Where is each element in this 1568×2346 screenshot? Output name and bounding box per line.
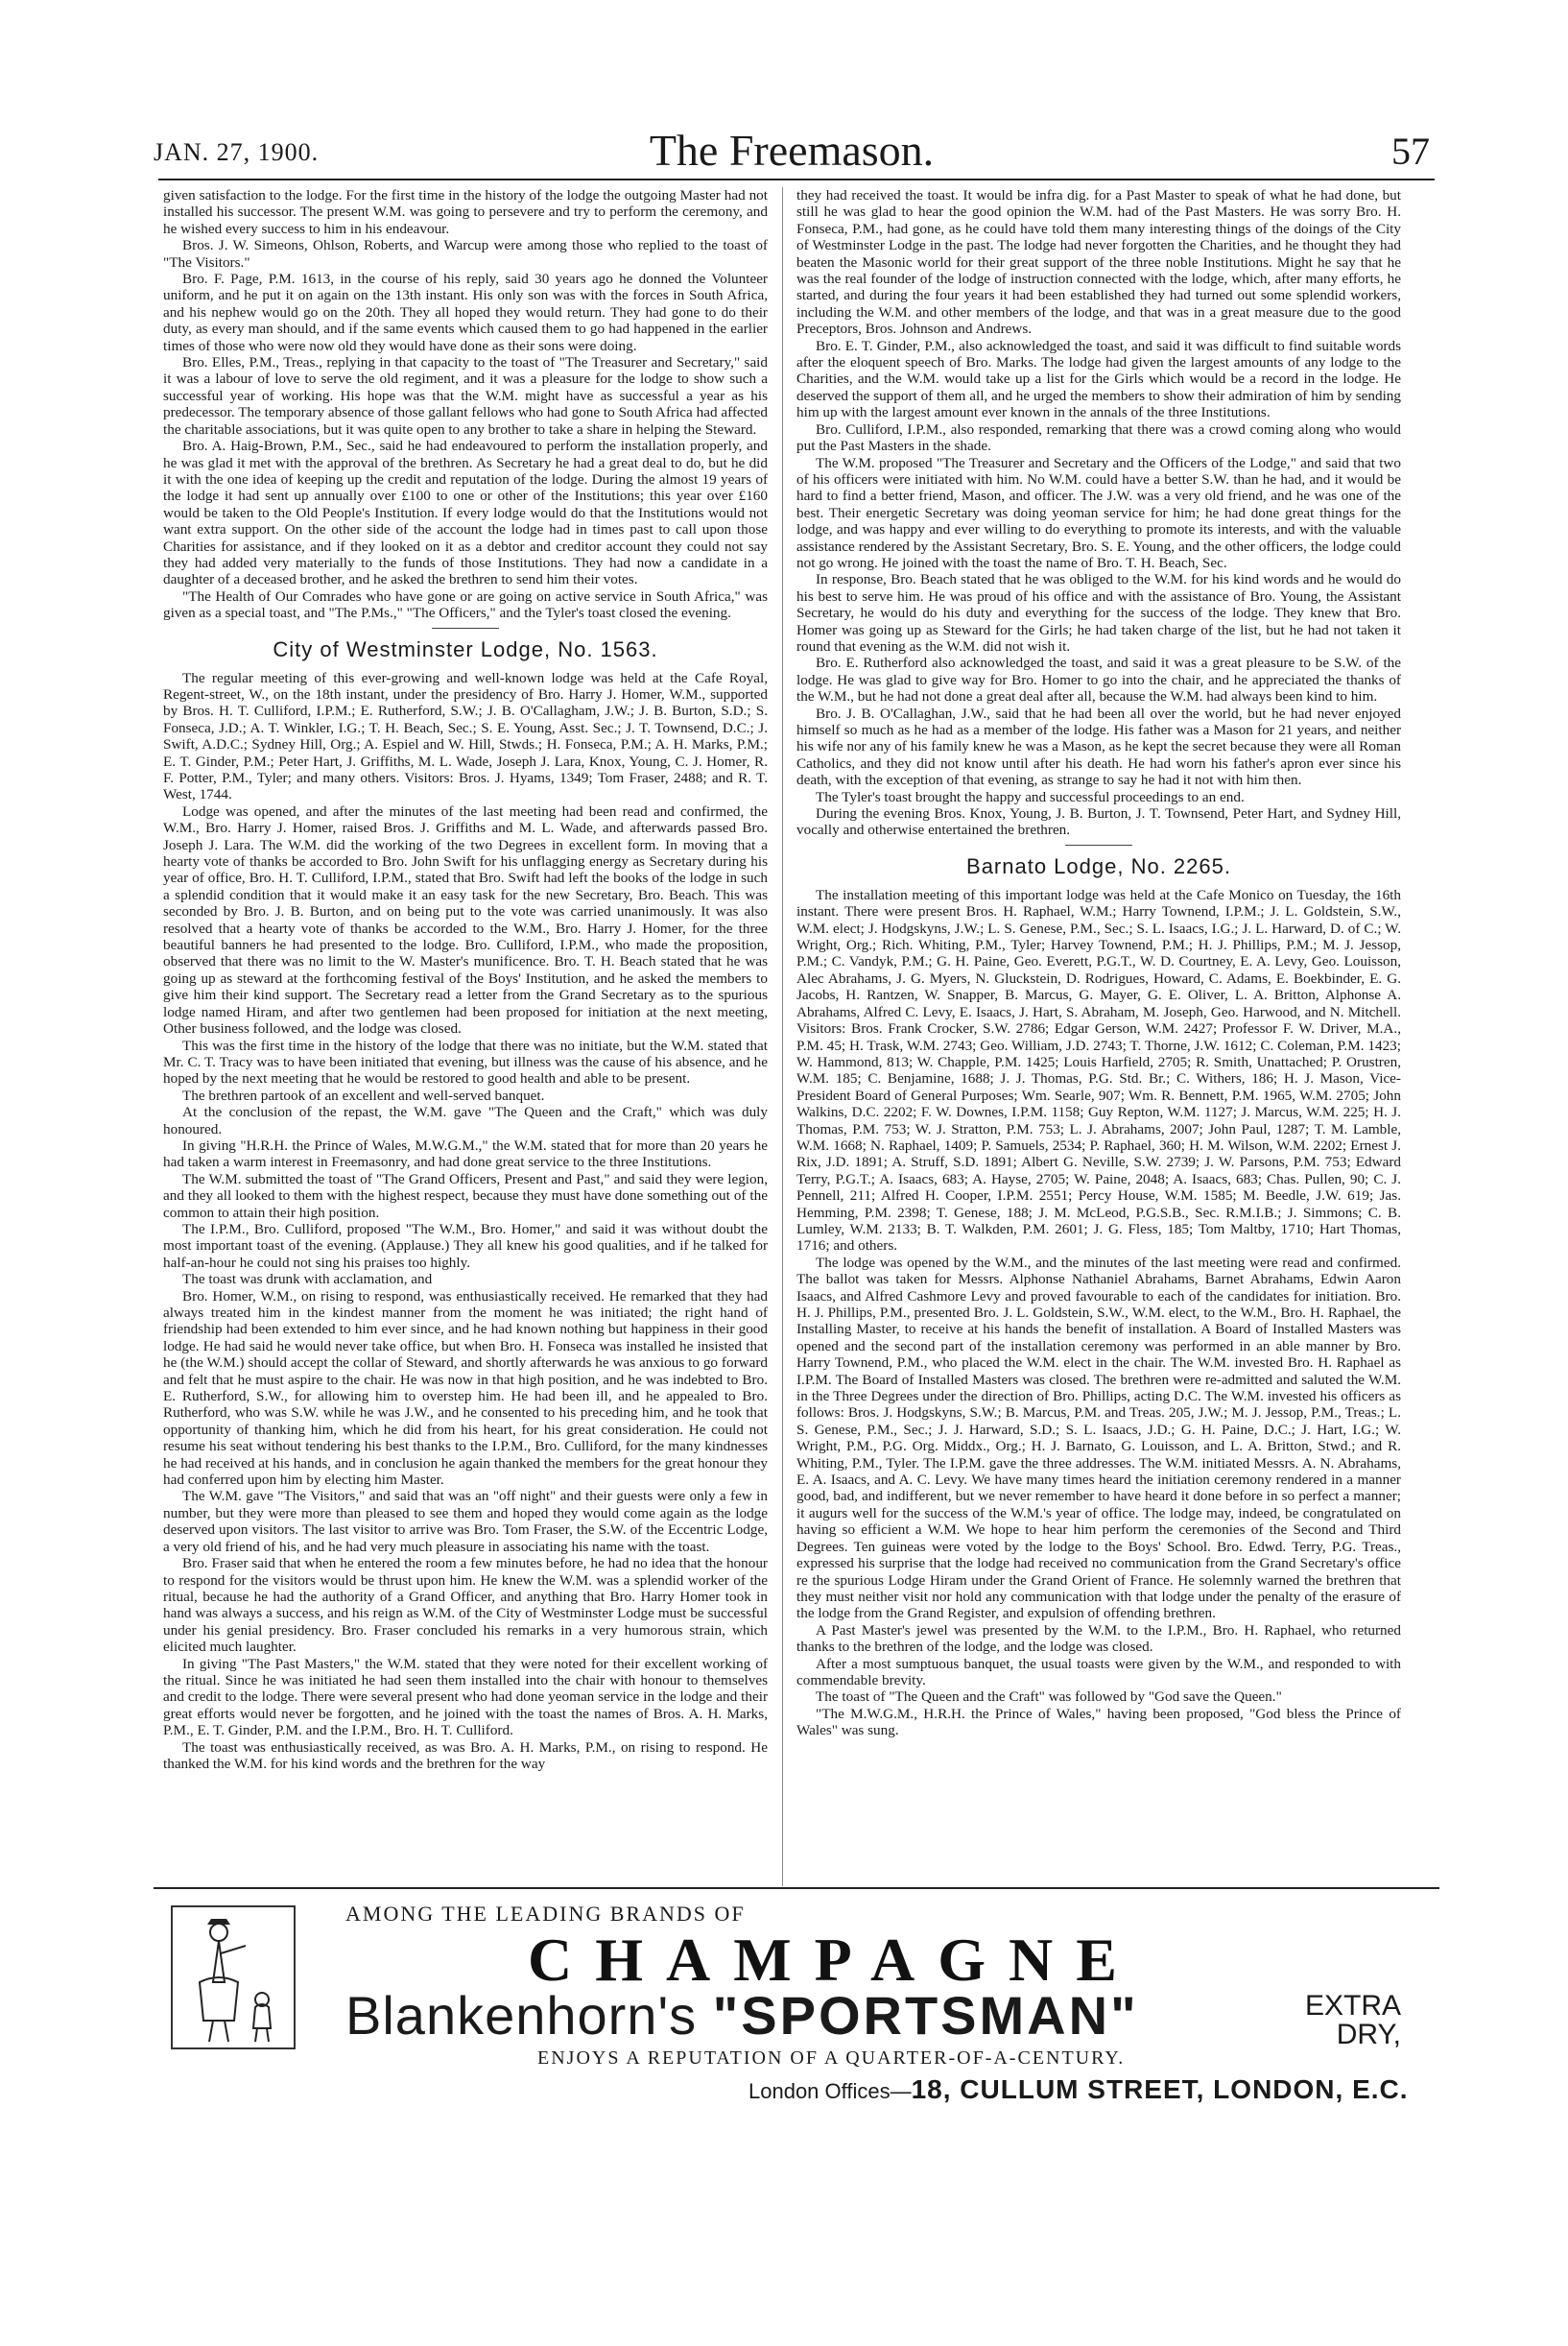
article-paragraph: The installation meeting of this important lodge was held at the Cafe Monico on Tuesday, the 16th instant. There were present Bros. H. Raphael, W.M.; Harry Townend, I.P.M.; J. L. Goldstein, S.W., W.M. elect; J. Hodgskyns, J.W.; L. S. Genese, P.M., Sec.; S. L. Isaacs, I.G.; J. L. Harward, D. of C.; W. Wright, Org.; Rich. Whiting, P.M., Tyler; Harvey Townend, P.M.; H. J. Phillips, P.M.; M. J. Jessop, P.M.; C. Vandyk, P.M.; G. H. Paine, Geo. Everett, P.G.T., W. D. Courtney, E. A. Levy, Geo. Louisson, Alec Abrahams, J. G. Myers, N. Gluckstein, D. Rodrigues, Howard, C. Adams, E. Boekbinder, E. G. Jacobs, H. Rantzen, W. Snapper, B. Marcus, G. Mayer, G. E. Oliver, L. A. Britton, Alphonse A. Abrahams, Alfred C. Levy, E. Isaacs, J. Hart, S. Abraham, M. Joseph, Geo. Harwood, and N. Mitchell. Visitors: Bros. Frank Crocker, S.W. 2786; Edgar Gerson, W.M. 2427; Professor F. W. Driver, M.A., P.M. 45; H. Trask, W.M. 2743; Geo. William, J.D. 2743; T. Thorne, J.W. 1612; C. Coleman, P.M. 1423; W. Hammond, 813; W. Chapple, P.M. 1425; Louis Harfield, 2705; R. Smith, Unattached; P. Orustren, W.M. 185; C. Benjamine, 1688; J. J. Thomas, P.G. Std. Br.; C. Withers, 186; H. J. Mason, Vice-President Board of General Purposes; Wm. Searle, 907; Wm. R. Bennett, P.M. 1965, W.M. 2705; John Walkins, D.C. 2202; F. W. Downes, I.P.M. 1158; Guy Repton, W.M. 1127; J. Marcus, W.M. 225; H. J. Thomas, P.M. 753; W. J. Stratton, P.M. 753; L. J. Abrahams, 2007; John Paul, 1287; T. M. Lamble, W.M. 1668; N. Raphael, 1409; P. Samuels, 2534; P. Raphael, 360; H. M. Wilson, W.M. 2202; Ernest J. Rix, J.D. 1891; A. Struff, S.D. 1891; Albert G. Neville, S.W. 2739; J. W. Parsons, P.M. 753; Edward Terry, P.G.T.; A. Isaacs, 683; A. Hayse, 2705; W. Paine, 2048; A. Isaacs, 683; Chas. Pullen, 90; C. J. Pennell, 211; Alfred H. Cooper, I.P.M. 2551; Percy House, W.M. 1585; M. Beedle, J.W. 619; Jas. Hemming, P.M. 2398; T. Genese, 188; J. M. McLeod, P.G.S.B., Sec. R.M.I.B.; J. Simmons; C. B. Lumley, W.M. 2133; B. T. Walkden, P.M. 2601; J. G. Fless, 185; Tom Maltby, 1710; Hart Thomas, 1716; and others. bbox=[796, 886, 1401, 1255]
article-paragraph: The W.M. proposed "The Treasurer and Secretary and the Officers of the Lodge," and said that two of his officers were initiated with him. No W.M. could have a better S.W. than he had, and it would be hard to find a better friend, Mason, and officer. The J.W. was a very old friend, and he was one of the best. Their energetic Secretary was doing yeoman service for him; he had done great things for the lodge, and was happy and ever willing to do everything to promote its interests, and with the valuable assistance rendered by the Assistant Secretary, Bro. S. E. Young, and the other officers, the lodge could not go wrong. He joined with the toast the name of Bro. T. H. Beach, Sec. bbox=[796, 454, 1401, 571]
article-paragraph: In giving "H.R.H. the Prince of Wales, M.W.G.M.," the W.M. stated that for more than 20 years he had taken a warm interest in Freemasonry, and had done great service to the three Institutions. bbox=[163, 1137, 768, 1171]
column-divider bbox=[782, 187, 783, 1886]
article-paragraph: Bro. Fraser said that when he entered the room a few minutes before, he had no idea that the honour to respond for the visitors would be thrust upon him. He knew the W.M. was a splendid worker of the ritual, because he had the authority of a Grand Officer, and anything that Bro. Harry Homer took in hand was always a success, and his reign as W.M. of the City of Westminster Lodge must be successful under his genial presidency. Bro. Fraser concluded his remarks in a very humorous strain, which elicited much laughter. bbox=[163, 1555, 768, 1656]
article-paragraph: Bros. J. W. Simeons, Ohlson, Roberts, and Warcup were among those who replied to the toast of "The Visitors." bbox=[163, 237, 768, 271]
advertisement-rule bbox=[154, 1887, 1439, 1889]
article-paragraph: In giving "The Past Masters," the W.M. stated that they were noted for their excellent working of the ritual. Since he was initiated he had seen them installed into the chair with honour to themselves and credit to the lodge. There were several present who had done yeoman service in the lodge and their great efforts would never be forgotten, and he joined with the toast the names of Bros. A. H. Marks, P.M., E. T. Ginder, P.M. and the I.P.M., Bro. H. T. Culliford. bbox=[163, 1655, 768, 1739]
article-paragraph: The regular meeting of this ever-growing and well-known lodge was held at the Cafe Royal, Regent-street, W., on the 18th instant, under the presidency of Bro. Harry J. Homer, W.M., supported by Bros. H. T. Culliford, I.P.M.; E. Rutherford, S.W.; J. B. O'Callagham, J.W.; J. B. Burton, S.D.; S. Fonseca, J.D.; A. T. Winkler, I.G.; T. H. Beach, Sec.; S. E. Young, Asst. Sec.; J. T. Townsend, D.C.; J. Swift, A.D.C.; Sydney Hill, Org.; A. Espiel and W. Hill, Stwds.; H. Fonseca, P.M.; A. H. Marks, P.M.; E. T. Ginder, P.M.; Peter Hart, J. Griffiths, M. L. Wade, Joseph J. Lara, Knox, Young, C. J. Homer, R. F. Potter, P.M., Tyler; and many others. Visitors: Bros. J. Hyams, 1349; Tom Fraser, 2488; and R. T. West, 1744. bbox=[163, 669, 768, 803]
article-paragraph: Bro. Elles, P.M., Treas., replying in that capacity to the toast of "The Treasurer and Secretary," said it was a labour of love to serve the old regiment, and it was a pleasure for the lodge to show such a successful year of working. His hope was that the W.M. might have as successful a year as his predecessor. The temporary absence of those gallant fellows who had gone to South Africa had affected the charitable associations, but it was quite open to any brother to take a share in helping the Steward. bbox=[163, 354, 768, 438]
article-paragraph: The W.M. gave "The Visitors," and said that was an "off night" and their guests were only a few in number, but they were more than pleased to see them and hoped they would come again as the lodge deserved upon visitors. The last visitor to arrive was Bro. Tom Fraser, the S.W. of the Eccentric Lodge, a very old friend of his, and he had very much pleasure in associating his name with the toast. bbox=[163, 1488, 768, 1555]
section-heading-barnato-lodge: Barnato Lodge, No. 2265. bbox=[966, 853, 1231, 878]
article-paragraph: The I.P.M., Bro. Culliford, proposed "The W.M., Bro. Homer," and said it was without doubt the most important toast of the evening. (Applause.) They all knew his good qualities, and if he talked for half-an-hour he could not sing his praises too highly. bbox=[163, 1220, 768, 1271]
ad-office-label: London Offices— bbox=[748, 2079, 912, 2103]
article-paragraph: The toast was drunk with acclamation, and bbox=[182, 1271, 433, 1288]
page-number: 57 bbox=[1391, 130, 1430, 173]
article-paragraph: The toast of "The Queen and the Craft" was followed by "God save the Queen." bbox=[816, 1688, 1282, 1706]
article-paragraph: "The M.W.G.M., H.R.H. the Prince of Wales," having been proposed, "God bless the Prince of Wales" was sung. bbox=[796, 1705, 1401, 1739]
ad-headline: CHAMPAGNE bbox=[528, 1926, 1140, 1994]
article-paragraph: they had received the toast. It would be infra dig. for a Past Master to speak of what he had done, but still he was glad to hear the good opinion the W.M. had of the Past Masters. He was sorry Bro. H. Fonseca, P.M., had gone, as he could have told them many interesting things of the doings of the City of Westminster Lodge in the past. The lodge had never forgotten the Charities, and he thought they had beaten the Masonic world for their great support of the three noble Institutions. Might he say that he was the real founder of the lodge of instruction connected with the lodge, which, after many efforts, he started, and during the four years it had been established they had turned out some splendid workers, including the W.M. and other members of the lodge, and that was in a great measure due to the good Preceptors, Bros. Johnson and Andrews. bbox=[796, 187, 1401, 338]
article-paragraph: Bro. J. B. O'Callaghan, J.W., said that he had been all over the world, but he had never enjoyed himself so much as he had as a member of the lodge. His father was a Mason for 21 years, and neither his wife nor any of his family knew he was a Mason, as he kept the secret because they were all Roman Catholics, and they did not know until after his death. He had worn his father's apron ever since his death, with the exception of that evening, as strange to say he had it not with him then. bbox=[796, 705, 1401, 789]
article-paragraph: After a most sumptuous banquet, the usual toasts were given by the W.M., and responded to with commendable brevity. bbox=[796, 1655, 1401, 1688]
right-paragraphs-b bbox=[796, 887, 1401, 1739]
ad-extra-line2: DRY, bbox=[1336, 2019, 1401, 2050]
right-paragraphs-a bbox=[796, 187, 1401, 839]
ad-brand-line bbox=[345, 1984, 1139, 2047]
article-paragraph: Bro. E. T. Ginder, P.M., also acknowledged the toast, and said it was difficult to find suitable words after the eloquent speech of Bro. Marks. The lodge had given the largest amounts of any lodge to the Charities, and the W.M. would take up a list for the Girls which would be a record in the lodge. He deserved the support of them all, and he urged the members to show their admiration of him by sending him up with the largest amount ever known in the annals of the three Institutions. bbox=[796, 337, 1401, 421]
ad-office-address: 18, CULLUM STREET, LONDON, E.C. bbox=[911, 2074, 1409, 2104]
page-header bbox=[154, 125, 1430, 182]
article-paragraph: The W.M. submitted the toast of "The Grand Officers, Present and Past," and said they were legion, and they all looked to them with the highest respect, because they must have done something out of the common to attain their high position. bbox=[163, 1170, 768, 1221]
left-column bbox=[163, 187, 768, 1886]
header-rule bbox=[158, 179, 1435, 180]
ad-reputation-line: ENJOYS A REPUTATION OF A QUARTER-OF-A-CENTURY. bbox=[537, 2047, 1126, 2069]
article-paragraph: The brethren partook of an excellent and well-served banquet. bbox=[182, 1087, 545, 1104]
section-heading-city-of-westminster: City of Westminster Lodge, No. 1563. bbox=[273, 636, 658, 661]
issue-date: JAN. 27, 1900. bbox=[154, 138, 320, 166]
article-paragraph: given satisfaction to the lodge. For the first time in the history of the lodge the outgoing Master had not installed his successor. The present W.M. was going to persevere and try to perform the ceremony, and he wished every success to him in his endeavour. bbox=[163, 187, 768, 237]
article-paragraph: During the evening Bros. Knox, Young, J. B. Burton, J. T. Townsend, Peter Hart, and Sydney Hill, vocally and otherwise entertained the brethren. bbox=[796, 805, 1401, 839]
ad-address-line bbox=[748, 2074, 1409, 2105]
publication-title: The Freemason. bbox=[649, 126, 935, 175]
ad-extra-line1: EXTRA bbox=[1304, 1990, 1401, 2022]
left-paragraphs-b bbox=[163, 670, 768, 1773]
article-paragraph: "The Health of Our Comrades who have gone or are going on active service in South Africa," was given as a special toast, and "The P.Ms.," "The Officers," and the Tyler's toast closed the evening. bbox=[163, 587, 768, 622]
article-paragraph: A Past Master's jewel was presented by the W.M. to the I.P.M., Bro. H. Raphael, who returned thanks to the brethren of the lodge, and the lodge was closed. bbox=[796, 1621, 1401, 1656]
champagne-advertisement bbox=[154, 1896, 1439, 2104]
article-paragraph: The lodge was opened by the W.M., and the minutes of the last meeting were read and confirmed. The ballot was taken for Messrs. Alphonse Nathaniel Abrahams, Barnet Abrahams, Edwin Aaron Isaacs, and Alfred Cashmore Levy and proved favourable to each of the candidates for initiation. Bro. H. J. Phillips, P.M., presented Bro. J. L. Goldstein, S.W., W.M. elect, to the W.M., Bro. H. Raphael, the Installing Master, to receive at his hands the benefit of installation. A Board of Installed Masters was opened and the second part of the installation ceremony was performed in an able manner by Bro. Harry Townend, P.M., who placed the W.M. elect in the chair. The W.M. invested Bro. H. Raphael as I.P.M. The Board of Installed Masters was closed. The brethren were re-admitted and saluted the W.M. in the Three Degrees under the direction of Bro. Phillips, acting D.C. The W.M. invested his officers as follows: Bros. J. Hodgskyns, S.W.; B. Marcus, P.M. and Treas. 205, J.W.; M. J. Jessop, P.M., Treas.; L. S. Genese, P.M., Sec.; J. J. Harward, S.D.; S. L. Isaacs, J.D.; G. H. Paine, D.C.; J. Hart, I.G.; W. Wright, P.M., P.G. Org. Middx., Org.; H. J. Barnato, G. Louisson, and L. A. Britton, Stwd.; and R. Whiting, P.M., Tyler. The I.P.M. gave the three addresses. The W.M. initiated Messrs. A. N. Abrahams, E. A. Isaacs, and A. C. Levy. We have many times heard the initiation ceremony rendered in a manner good, bad, and indifferent, but we never remember to have heard it done before in so perfect a manner; it augurs well for the success of the W.M.'s year of office. The lodge may, indeed, be congratulated on having so efficient a W.M. We hope to hear him perform the ceremonies of the Second and Third Degrees. Ten guineas were voted by the lodge to the Boys' School. Bro. Edwd. Terry, P.G. Treas., expressed his surprise that the lodge had received no communication from the Grand Secretary's office re the spurious Lodge Hiram under the Grand Orient of France. He solemnly warned the brethren that they must neither visit nor hold any communication with that lodge under the penalty of the erasure of the lodge from the Grand Register, and expulsion of offending brethren. bbox=[796, 1254, 1401, 1622]
ad-intro-line: AMONG THE LEADING BRANDS OF bbox=[345, 1902, 746, 1926]
article-paragraph: Bro. A. Haig-Brown, P.M., Sec., said he had endeavoured to perform the installation properly, and he was glad it met with the approval of the brethren. As Secretary he had a great deal to do, but he did it with the one idea of keeping up the credit and reputation of the lodge. During the almost 19 years of the lodge it had sent up annually over £100 to one or other of the Institutions; this year over £160 would be taken to the Old People's Institution. If every lodge would do that the Institutions would not want extra support. On the other side of the account the lodge had in times past to call upon those Charities for assistance, and if they looked on it as a debtor and creditor account they could not say they had added very materially to the funds of those Institutions. They had now a candidate in a daughter of a deceased brother, and he asked the brethren to send him their votes. bbox=[163, 438, 768, 588]
ad-brand-product: "SPORTSMAN" bbox=[712, 1985, 1139, 2046]
article-paragraph: Bro. Homer, W.M., on rising to respond, was enthusiastically received. He remarked that they had always treated him in the kindest manner from the moment he was initiated; the right hand of friendship had been extended to him ever since, and he had known nothing but happiness in their good lodge. He had said he would never take office, but when Bro. H. Fonseca was installed he insisted that he (the W.M.) should accept the collar of Steward, and shortly afterwards he was anxious to go forward and felt that he must aspire to the chair. He was now in that high position, and he was indebted to Bro. E. Rutherford, S.W., for allowing him to overstep him. He had been ill, and he appealed to Bro. Rutherford, who was S.W. while he was J.W., and he consented to his preceding him, and he took that opportunity of thanking him, which he did from his heart, for his great consideration. He could not resume his seat without tendering his best thanks to the I.P.M., Bro. Culliford, for the many kindnesses he had received at his hands, and in conclusion he again thanked the members for the great honour they had conferred upon him by electing him Master. bbox=[163, 1287, 768, 1489]
article-paragraph: This was the first time in the history of the lodge that there was no initiate, but the W.M. stated that Mr. C. T. Tracy was to have been initiated that evening, but illness was the cause of his absence, and he hoped by the next meeting that he would be restored to good health and able to be present. bbox=[163, 1037, 768, 1088]
sportsman-illustration bbox=[171, 1905, 296, 2049]
section-separator bbox=[1065, 845, 1132, 846]
ad-extra-dry bbox=[1305, 1992, 1401, 2049]
right-column bbox=[796, 187, 1401, 1886]
article-paragraph: In response, Bro. Beach stated that he was obliged to the W.M. for his kind words and he would do his best to serve him. He was proud of his office and with the assistance of Bro. Young, the Assistant Secretary, he would do his duty and everything for the success of the lodge. They knew that Bro. Homer was going up as Steward for the Girls; he had taken charge of the list, but he had not taken it round that evening as the W.M. did not wish it. bbox=[796, 571, 1401, 655]
article-paragraph: The toast was enthusiastically received, as was Bro. A. H. Marks, P.M., on rising to respond. He thanked the W.M. for his kind words and the brethren for the way bbox=[163, 1738, 768, 1772]
ad-brand-name: Blankenhorn's bbox=[345, 1985, 698, 2046]
left-paragraphs-a bbox=[163, 187, 768, 622]
article-paragraph: Bro. E. Rutherford also acknowledged the toast, and said it was a great pleasure to be S.W. of the lodge. He was glad to give way for Bro. Homer to go into the chair, and he appreciated the thanks of the W.M., but he had not done a great deal after all, because the W.M. had always been kind to him. bbox=[796, 655, 1401, 706]
article-paragraph: Lodge was opened, and after the minutes of the last meeting had been read and confirmed, the W.M., Bro. Harry J. Homer, raised Bros. J. Griffiths and M. L. Wade, and afterwards passed Bro. Joseph J. Lara. The W.M. did the working of the two Degrees in excellent form. In moving that a hearty vote of thanks be accorded to Bro. John Swift for his unflagging energy as Secretary during his year of office, Bro. H. T. Culliford, I.P.M., stated that Bro. Swift had left the books of the lodge in such a splendid condition that it would make it an easy task for the new Secretary, Bro. Beach. This was seconded by Bro. J. B. Burton, and on being put to the vote was carried unanimously. It was also resolved that a hearty vote of thanks be accorded to the W.M., Bro. Harry J. Homer, for the three beautiful banners he had presented to the lodge. Bro. Culliford, I.P.M., who made the proposition, observed that there was no limit to the W. Master's munificence. Bro. T. H. Beach stated that he was going up as steward at the forthcoming festival of the Boys' Institution, and he asked the members to give him their kind support. The Secretary read a letter from the Grand Secretary as to the spurious lodge named Hiram, and after two gentlemen had been proposed for initiation at the next meeting, Other business followed, and the lodge was closed. bbox=[163, 802, 768, 1038]
section-separator bbox=[432, 628, 499, 629]
article-paragraph: At the conclusion of the repast, the W.M. gave "The Queen and the Craft," which was duly honoured. bbox=[163, 1104, 768, 1137]
article-paragraph: Bro. Culliford, I.P.M., also responded, remarking that there was a crowd coming along who would put the Past Masters in the shade. bbox=[796, 420, 1401, 455]
article-paragraph: Bro. F. Page, P.M. 1613, in the course of his reply, said 30 years ago he donned the Volunteer uniform, and he put it on again on the 13th instant. His only son was with the forces in South Africa, and his nephew would go on the 20th. They all hoped they would return. They had gone to do their duty, as every man should, and if the same events which caused them to go had happened in the earlier times of those who were now old they would have done as their sons were doing. bbox=[163, 271, 768, 354]
article-paragraph: The Tyler's toast brought the happy and successful proceedings to an end. bbox=[816, 788, 1245, 805]
